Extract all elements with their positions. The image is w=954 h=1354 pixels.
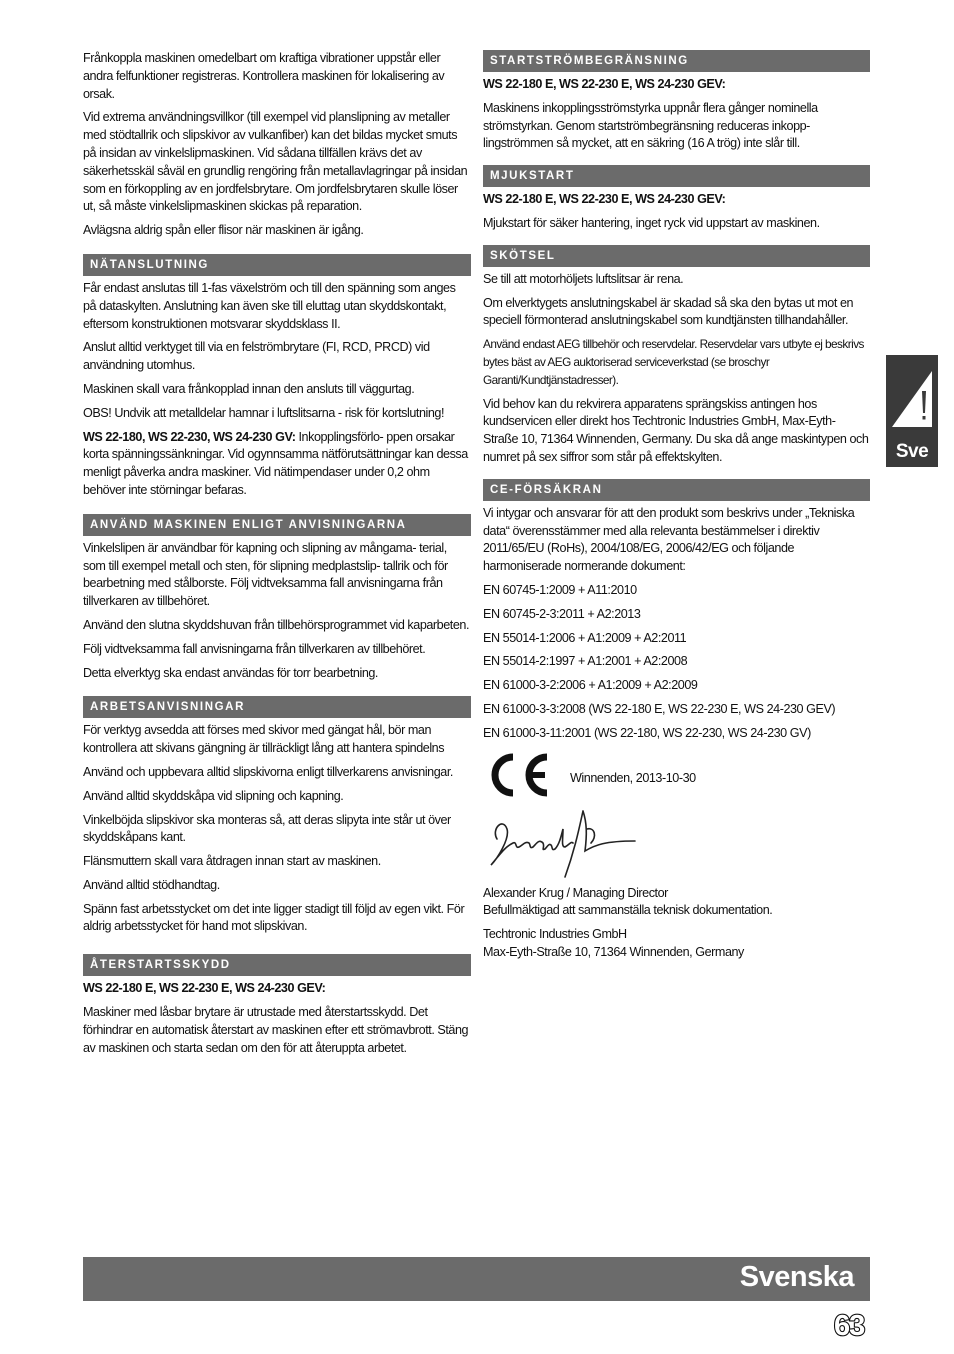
standard-item: EN 61000-3-11:2001 (WS 22-180, WS 22-230, WS 24-230 GV) (483, 725, 811, 740)
models-label: WS 22-180 E, WS 22-230 E, WS 24-230 GEV: (483, 192, 726, 207)
declaration-date: Winnenden, 2013-10-30 (570, 770, 696, 785)
paragraph: Använd endast AEG tillbehör och reservdelar. Reservdelar vars utbyte ej beskrivs bytes bäst av AEG auktoriserad serviceverkstad (se broschyr Garanti/Kundtjänstadresser). (483, 337, 864, 387)
paragraph: Följ vidtveksamma fall anvisningarna från tillverkaren av tillbehöret. (83, 641, 426, 656)
section-heading-mjukstart: MJUKSTART (483, 165, 870, 187)
models-text: Inkopplingsförlo- ppen orsakar korta spänningssänkningar. Vid ogynnsamma nätförutsättningar kan dessa menligt påverka andra maskiner. Vid nätimpendaser under 0,2 ohm behöver inte störningar befaras. (83, 429, 468, 497)
company-name: Techtronic Industries GmbH (483, 927, 627, 942)
signer-name: Alexander Krug / Managing Director (483, 885, 668, 900)
paragraph: Flänsmuttern skall vara åtdragen innan start av maskinen. (83, 854, 381, 869)
language-tab (886, 355, 938, 467)
paragraph: Maskinens inkopplingsströmstyrka uppnår flera gånger nominella strömstyrkan. Genom startströmbegränsning reduceras inkopp- lingströmmen så mycket, att en säkring (16 A trög) inte slår till. (483, 100, 818, 151)
footer-language-title: Svenska (739, 1261, 854, 1293)
section-heading-anvand: ANVÄND MASKINEN ENLIGT ANVISNINGARNA (83, 514, 471, 536)
section-heading-startstrombegransning: STARTSTRÖMBEGRÄNSNING (483, 50, 870, 72)
paragraph: Vid behov kan du rekvirera apparatens sprängskiss antingen hos kundservicen eller direkt hos Techtronic Industries GmbH, Max-Eyth-Straße 10, 71364 Winnenden, Germany. Du ska då ange maskintypen och numret på sex siffror som står på effektskylten. (483, 396, 869, 464)
paragraph: Använd alltid stödhandtag. (83, 877, 220, 892)
paragraph: Se till att motorhöljets luftslitsar är rena. (483, 271, 684, 286)
footer-bar (83, 1257, 870, 1301)
standard-item: EN 61000-3-3:2008 (WS 22-180 E, WS 22-230 E, WS 24-230 GEV) (483, 701, 836, 716)
paragraph: Mjukstart för säker hantering, inget ryck vid uppstart av maskinen. (483, 215, 820, 230)
paragraph: Vinkelböjda slipskivor ska monteras så, att deras slipyta inte står ut över skyddskåpans kant. (83, 812, 451, 845)
authorized-text: Befullmäktigad att sammanställa teknisk dokumentation. (483, 903, 773, 918)
standard-item: EN 60745-1:2009 + A11:2010 (483, 582, 637, 597)
paragraph: OBS! Undvik att metalldelar hamnar i luftslitsarna - risk för kortslutning! (83, 405, 444, 420)
section-heading-arbetsanvisningar: ARBETSANVISNINGAR (83, 696, 471, 718)
paragraph: Maskiner med låsbar brytare är utrustade med återstartsskydd. Det förhindrar en automatisk återstart av maskinen efter ett strömavbrott. Stäng av maskinen och starta sedan om den för att återuppta arbetet. (83, 1005, 469, 1055)
models-label: WS 22-180, WS 22-230, WS 24-230 GV: (83, 429, 296, 444)
language-code: Sve (895, 441, 929, 462)
paragraph: Använd och uppbevara alltid slipskivorna enligt tillverkarens anvisningar. (83, 764, 453, 779)
paragraph: Får endast anslutas till 1-fas växelström och till den spänning som anges på dataskylten. Anslutning kan även ske till eluttag utan skyddskontakt, eftersom konstruktionen motsvarar skyddsklass II. (83, 280, 456, 331)
paragraph-models (83, 429, 471, 500)
standard-item: EN 55014-2:1997 + A1:2001 + A2:2008 (483, 654, 688, 669)
standard-item: EN 60745-2-3:2011 + A2:2013 (483, 606, 641, 621)
section-heading-aterstartsskydd: ÅTERSTARTSSKYDD (83, 954, 471, 976)
paragraph: Använd alltid skyddskåpa vid slipning och kapning. (83, 788, 344, 803)
ce-mark-icon (487, 751, 551, 799)
left-column (83, 50, 471, 1063)
paragraph: Anslut alltid verktyget till via en felströmbrytare (FI, RCD, PRCD) vid användning utomhus. (83, 340, 430, 373)
paragraph: Detta elverktyg ska endast användas för torr bearbetning. (83, 665, 378, 680)
standards-list (483, 582, 870, 743)
paragraph: Maskinen skall vara frånkopplad innan den ansluts till väggurtag. (83, 381, 415, 396)
standard-item: EN 61000-3-2:2006 + A1:2009 + A2:2009 (483, 678, 698, 693)
paragraph: Vi intygar och ansvarar för att den produkt som beskrivs under „Tekniska data“ överensstämmer med alla relevanta bestämmelser i direktiv 2011/65/EU (RoHs), 2004/108/EG, 2006/42/EG och följande harmoniserade normerande dokument: (483, 505, 855, 574)
paragraph: Frånkoppla maskinen omedelbart om kraftiga vibrationer uppstår eller andra felfunktioner registreras. Kontrollera maskinen för lokalisering av orsak. (83, 51, 445, 101)
section-heading-natanslutning: NÄTANSLUTNING (83, 254, 471, 276)
warning-triangle-icon (890, 365, 934, 429)
paragraph: Vinkelslipen är användbar för kapning och slipning av mångama- terial, som till exempel metall och sten, för slipning medplastslip- tallrik och för bearbetning med stålborste. Följ vidtveksamma fall anvisningarna från tillverkaren av tillbehöret. (83, 540, 448, 609)
paragraph: För verktyg avsedda att förses med skivor med gängat hål, bör man kontrollera att skivans gängning är tillräckligt lång att hantera spindelns (83, 723, 445, 756)
ce-mark-row (483, 751, 870, 811)
paragraph: Om elverktygets anslutningskabel är skadad så ska den bytas ut mot en speciell förmonterad anslutningskabel som kundtjänsten tillhandahåller. (483, 295, 854, 328)
paragraph: Använd den slutna skyddshuvan från tillbehörsprogrammet vid kaparbeten. (83, 617, 469, 632)
section-heading-skotsel: SKÖTSEL (483, 245, 870, 267)
models-label: WS 22-180 E, WS 22-230 E, WS 24-230 GEV: (483, 77, 726, 91)
paragraph: Avlägsna aldrig spån eller flisor när maskinen är igång. (83, 223, 364, 238)
section-heading-ce-forsakran: CE-FÖRSÄKRAN (483, 479, 870, 501)
models-label: WS 22-180 E, WS 22-230 E, WS 24-230 GEV: (83, 981, 326, 996)
paragraph: Spänn fast arbetsstycket om det inte ligger stadigt till följd av egen vikt. För aldrig arbetsstycket för hand mot slipskivan. (83, 901, 465, 934)
right-column (483, 50, 870, 962)
standard-item: EN 55014-1:2006 + A1:2009 + A2:2011 (483, 630, 687, 645)
company-address: Max-Eyth-Straße 10, 71364 Winnenden, Germany (483, 944, 744, 959)
paragraph: Vid extrema användningsvillkor (till exempel vid planslipning av metaller med stödtallrik och slipskivor av vulkanfiber) kan det bildas mycket smuts på insidan av vinkelslipmaskinen. Vid sådana tillfällen krävs det av säkerhetsskäl såväl en grundlig rengöring från metallavlagringar på insidan som en förkoppling av en jordfelsbrytare. Om jordfelsbrytaren skulle löser ut, så måste vinkelslipmaskinen skickas på reparation. (83, 110, 468, 214)
signature-image (483, 799, 653, 883)
page-number: 63 (834, 1310, 865, 1342)
